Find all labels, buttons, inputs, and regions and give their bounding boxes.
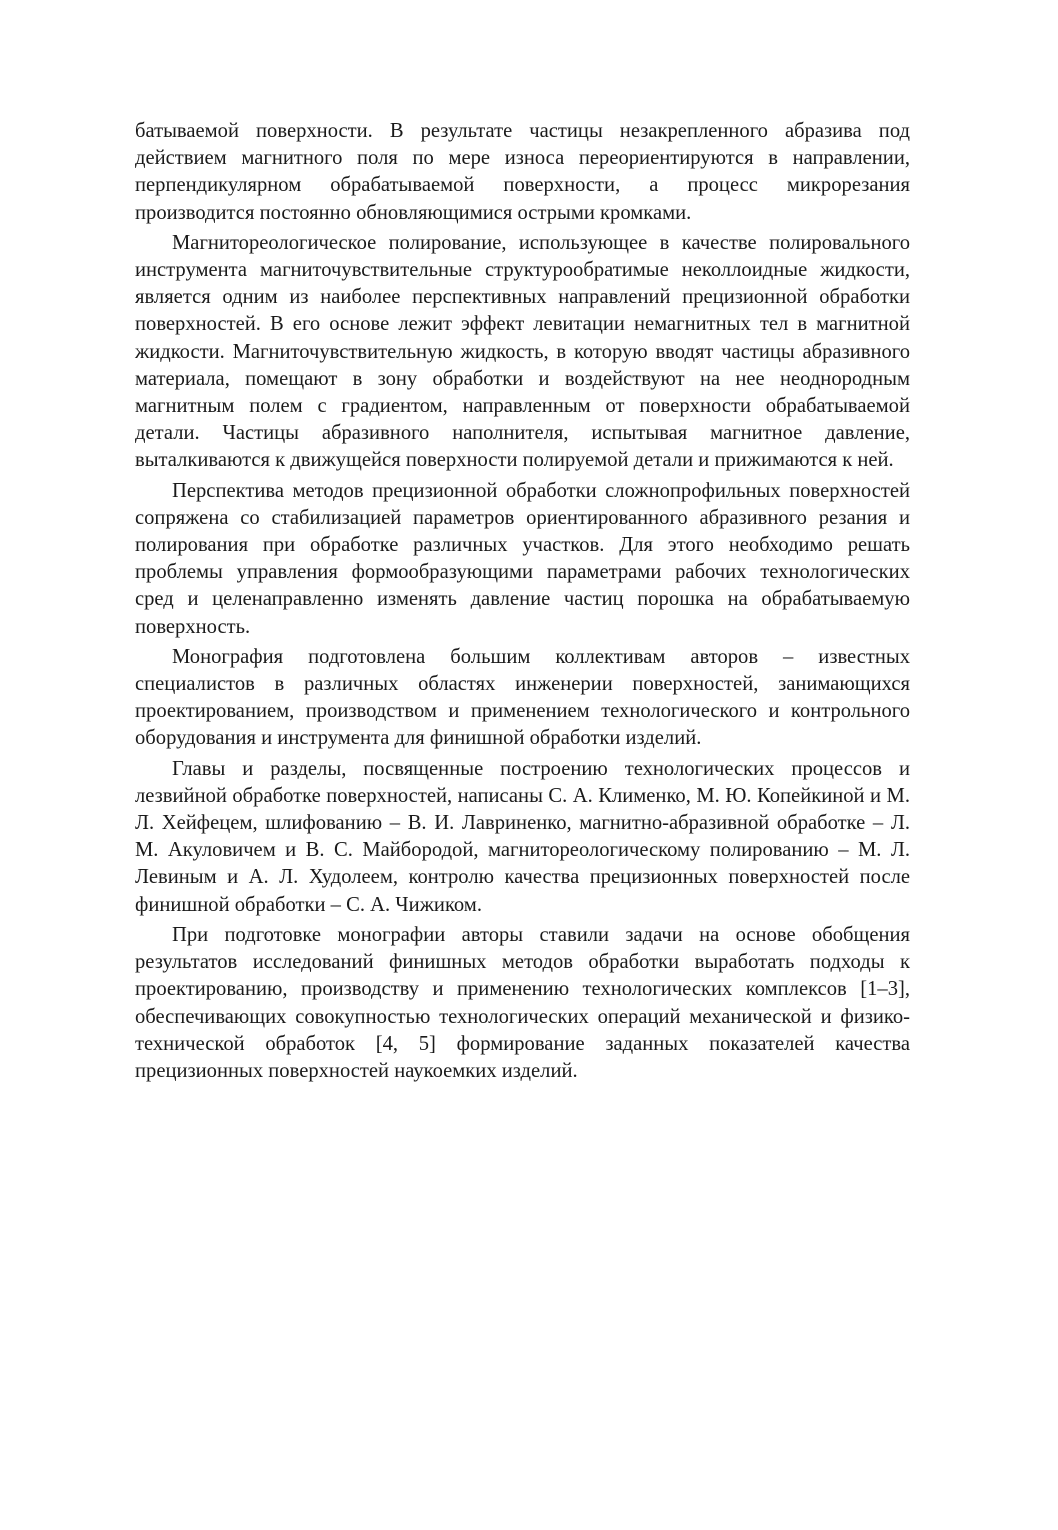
document-body	[135, 118, 910, 1085]
paragraph-magnetorheological-polishing: Магнитореологическое полирование, использующее в качестве полировального инструмента магниточувствительные структурообратимые неколлоидные жидкости, является одним из наиболее перспективных направлений прецизионной обработки поверхностей. В его основе лежит эффект левитации немагнитных тел в магнитной жидкости. Магниточувствительную жидкость, в которую вводят частицы абразивного материала, помещают в зону обработки и воздействуют на нее неоднородным магнитным полем с градиентом, направленным от поверхности обрабатываемой детали. Частицы абразивного наполнителя, испытывая магнитное давление, выталкиваются к движущейся поверхности полируемой детали и прижимаются к ней.	[135, 231, 910, 472]
paragraph-continuation: батываемой поверхности. В результате частицы незакрепленного абразива под действием магнитного поля по мере износа переориентируются в направлении, перпендикулярном обрабатываемой поверхности, а процесс микрорезания производится постоянно обновляющимися острыми кромками.	[135, 120, 910, 224]
paragraph-goals: При подготовке монографии авторы ставили задачи на основе обобщения результатов исследований финишных методов обработки выработать подходы к проектированию, производству и применению технологических комплексов [1–3], обеспечивающих совокупностью технологических операций механической и физико-технической обработок [4, 5] формирование заданных показателей качества прецизионных поверхностей наукоемких изделий.	[135, 923, 910, 1082]
paragraph-precision-perspective: Перспектива методов прецизионной обработки сложнопрофильных поверхностей сопряжена со стабилизацией параметров ориентированного абразивного резания и полирования при обработке различных участков. Для этого необходимо решать проблемы управления формообразующими параметрами рабочих технологических сред и целенаправленно изменять давление частиц порошка на обрабатываемую поверхность.	[135, 479, 910, 638]
paragraph-monograph-authors: Монография подготовлена большим коллективам авторов – известных специалистов в различных областях инженерии поверхностей, занимающихся проектированием, производством и применением технологического и контрольного оборудования и инструмента для финишной обработки изделий.	[135, 645, 910, 750]
paragraph-chapters: Главы и разделы, посвященные построению технологических процессов и лезвийной обработке поверхностей, написаны С. А. Клименко, М. Ю. Копейкиной и М. Л. Хейфецем, шлифованию – В. И. Лавриненко, магнитно-абразивной обработке – Л. М. Акуловичем и В. С. Майбородой, магнитореологическому полированию – М. Л. Левиным и А. Л. Худолеем, контролю качества прецизионных поверхностей после финишной обработки – С. А. Чижиком.	[135, 757, 910, 916]
